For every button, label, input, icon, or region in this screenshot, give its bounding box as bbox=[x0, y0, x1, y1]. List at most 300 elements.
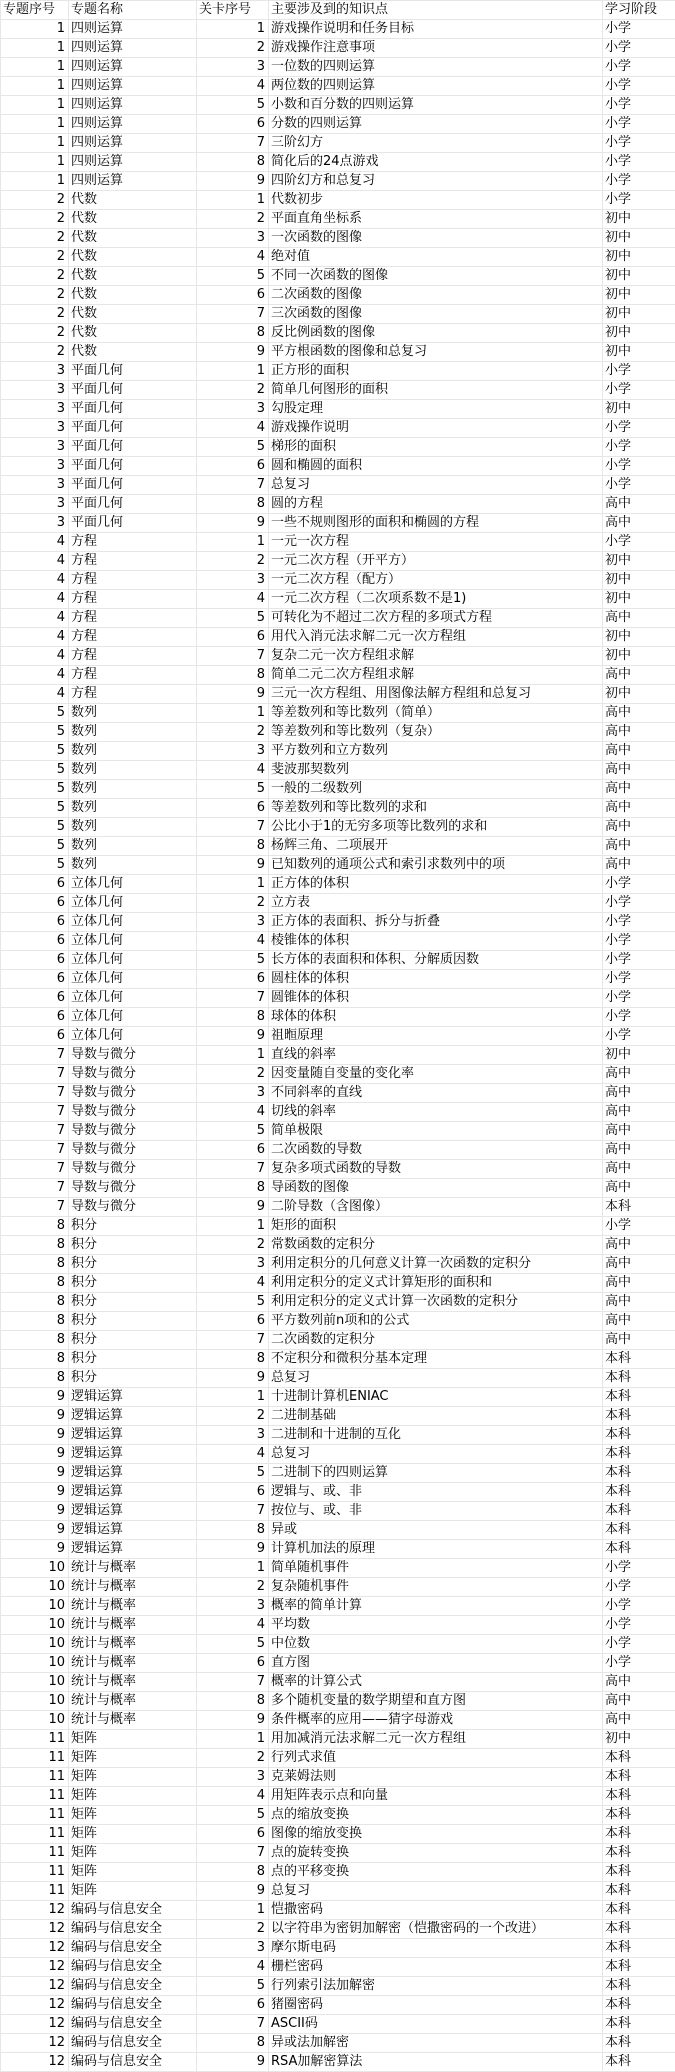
cell-topic-index[interactable]: 5 bbox=[1, 780, 69, 799]
cell-knowledge-point[interactable]: 立方表 bbox=[269, 894, 603, 913]
cell-level-index[interactable]: 5 bbox=[197, 1293, 269, 1312]
cell-knowledge-point[interactable]: RSA加解密算法 bbox=[269, 2053, 603, 2072]
cell-learning-stage[interactable]: 小学 bbox=[603, 1559, 675, 1578]
cell-learning-stage[interactable]: 高中 bbox=[603, 1065, 675, 1084]
cell-knowledge-point[interactable]: 杨辉三角、二项展开 bbox=[269, 837, 603, 856]
cell-topic-name[interactable]: 代数 bbox=[69, 267, 197, 286]
cell-knowledge-point[interactable]: 一元一次方程 bbox=[269, 533, 603, 552]
cell-learning-stage[interactable]: 高中 bbox=[603, 1122, 675, 1141]
cell-learning-stage[interactable]: 小学 bbox=[603, 1008, 675, 1027]
cell-topic-index[interactable]: 3 bbox=[1, 400, 69, 419]
cell-topic-name[interactable]: 统计与概率 bbox=[69, 1559, 197, 1578]
cell-knowledge-point[interactable]: 已知数列的通项公式和索引求数列中的项 bbox=[269, 856, 603, 875]
cell-knowledge-point[interactable]: 三次函数的图像 bbox=[269, 305, 603, 324]
cell-topic-index[interactable]: 1 bbox=[1, 39, 69, 58]
cell-knowledge-point[interactable]: 总复习 bbox=[269, 1369, 603, 1388]
cell-level-index[interactable]: 5 bbox=[197, 438, 269, 457]
cell-level-index[interactable]: 2 bbox=[197, 552, 269, 571]
cell-topic-name[interactable]: 编码与信息安全 bbox=[69, 1958, 197, 1977]
cell-learning-stage[interactable]: 小学 bbox=[603, 1616, 675, 1635]
cell-topic-index[interactable]: 6 bbox=[1, 1008, 69, 1027]
cell-topic-name[interactable]: 数列 bbox=[69, 837, 197, 856]
cell-level-index[interactable]: 9 bbox=[197, 2053, 269, 2072]
cell-knowledge-point[interactable]: 反比例函数的图像 bbox=[269, 324, 603, 343]
cell-topic-index[interactable]: 10 bbox=[1, 1578, 69, 1597]
cell-learning-stage[interactable]: 本科 bbox=[603, 1749, 675, 1768]
cell-learning-stage[interactable]: 初中 bbox=[603, 628, 675, 647]
cell-level-index[interactable]: 4 bbox=[197, 77, 269, 96]
cell-level-index[interactable]: 8 bbox=[197, 153, 269, 172]
cell-knowledge-point[interactable]: 圆柱体的体积 bbox=[269, 970, 603, 989]
cell-topic-name[interactable]: 代数 bbox=[69, 229, 197, 248]
cell-topic-index[interactable]: 8 bbox=[1, 1217, 69, 1236]
cell-topic-name[interactable]: 代数 bbox=[69, 210, 197, 229]
cell-topic-index[interactable]: 6 bbox=[1, 951, 69, 970]
cell-topic-index[interactable]: 5 bbox=[1, 704, 69, 723]
cell-level-index[interactable]: 1 bbox=[197, 875, 269, 894]
cell-topic-name[interactable]: 立体几何 bbox=[69, 1027, 197, 1046]
cell-level-index[interactable]: 7 bbox=[197, 1844, 269, 1863]
cell-knowledge-point[interactable]: 一位数的四则运算 bbox=[269, 58, 603, 77]
cell-knowledge-point[interactable]: 总复习 bbox=[269, 1882, 603, 1901]
cell-learning-stage[interactable]: 高中 bbox=[603, 1236, 675, 1255]
cell-learning-stage[interactable]: 高中 bbox=[603, 837, 675, 856]
cell-topic-index[interactable]: 7 bbox=[1, 1160, 69, 1179]
cell-knowledge-point[interactable]: 二次函数的定积分 bbox=[269, 1331, 603, 1350]
cell-knowledge-point[interactable]: 四阶幻方和总复习 bbox=[269, 172, 603, 191]
cell-knowledge-point[interactable]: 平均数 bbox=[269, 1616, 603, 1635]
cell-knowledge-point[interactable]: 二进制下的四则运算 bbox=[269, 1464, 603, 1483]
cell-topic-index[interactable]: 3 bbox=[1, 438, 69, 457]
cell-knowledge-point[interactable]: 简单二元二次方程组求解 bbox=[269, 666, 603, 685]
cell-level-index[interactable]: 9 bbox=[197, 856, 269, 875]
cell-topic-index[interactable]: 2 bbox=[1, 305, 69, 324]
cell-topic-index[interactable]: 12 bbox=[1, 1901, 69, 1920]
cell-knowledge-point[interactable]: 一元二次方程（配方） bbox=[269, 571, 603, 590]
cell-topic-index[interactable]: 3 bbox=[1, 495, 69, 514]
cell-knowledge-point[interactable]: 平面直角坐标系 bbox=[269, 210, 603, 229]
cell-knowledge-point[interactable]: 正方体的表面积、拆分与折叠 bbox=[269, 913, 603, 932]
cell-topic-index[interactable]: 9 bbox=[1, 1540, 69, 1559]
cell-learning-stage[interactable]: 高中 bbox=[603, 514, 675, 533]
cell-learning-stage[interactable]: 高中 bbox=[603, 1141, 675, 1160]
cell-topic-name[interactable]: 统计与概率 bbox=[69, 1673, 197, 1692]
cell-level-index[interactable]: 3 bbox=[197, 1768, 269, 1787]
cell-learning-stage[interactable]: 高中 bbox=[603, 1160, 675, 1179]
cell-level-index[interactable]: 4 bbox=[197, 590, 269, 609]
cell-knowledge-point[interactable]: 直线的斜率 bbox=[269, 1046, 603, 1065]
cell-level-index[interactable]: 6 bbox=[197, 1996, 269, 2015]
cell-topic-name[interactable]: 代数 bbox=[69, 324, 197, 343]
cell-level-index[interactable]: 5 bbox=[197, 1122, 269, 1141]
cell-topic-name[interactable]: 积分 bbox=[69, 1369, 197, 1388]
cell-topic-index[interactable]: 10 bbox=[1, 1597, 69, 1616]
cell-topic-name[interactable]: 方程 bbox=[69, 685, 197, 704]
cell-topic-name[interactable]: 统计与概率 bbox=[69, 1654, 197, 1673]
cell-topic-index[interactable]: 2 bbox=[1, 248, 69, 267]
cell-learning-stage[interactable]: 高中 bbox=[603, 1179, 675, 1198]
cell-level-index[interactable]: 6 bbox=[197, 799, 269, 818]
cell-learning-stage[interactable]: 本科 bbox=[603, 1350, 675, 1369]
cell-level-index[interactable]: 7 bbox=[197, 305, 269, 324]
cell-topic-index[interactable]: 4 bbox=[1, 666, 69, 685]
cell-learning-stage[interactable]: 高中 bbox=[603, 1331, 675, 1350]
cell-topic-name[interactable]: 矩阵 bbox=[69, 1806, 197, 1825]
cell-learning-stage[interactable]: 高中 bbox=[603, 1293, 675, 1312]
cell-level-index[interactable]: 9 bbox=[197, 1540, 269, 1559]
cell-knowledge-point[interactable]: 简化后的24点游戏 bbox=[269, 153, 603, 172]
cell-knowledge-point[interactable]: 一元二次方程（二次项系数不是1) bbox=[269, 590, 603, 609]
cell-learning-stage[interactable]: 小学 bbox=[603, 1578, 675, 1597]
cell-topic-index[interactable]: 6 bbox=[1, 1027, 69, 1046]
cell-topic-index[interactable]: 12 bbox=[1, 2034, 69, 2053]
cell-level-index[interactable]: 5 bbox=[197, 1806, 269, 1825]
cell-topic-index[interactable]: 11 bbox=[1, 1806, 69, 1825]
cell-learning-stage[interactable]: 高中 bbox=[603, 1711, 675, 1730]
cell-level-index[interactable]: 1 bbox=[197, 20, 269, 39]
cell-topic-name[interactable]: 逻辑运算 bbox=[69, 1407, 197, 1426]
cell-topic-index[interactable]: 12 bbox=[1, 1920, 69, 1939]
cell-learning-stage[interactable]: 小学 bbox=[603, 77, 675, 96]
cell-learning-stage[interactable]: 高中 bbox=[603, 1673, 675, 1692]
cell-learning-stage[interactable]: 本科 bbox=[603, 2034, 675, 2053]
cell-learning-stage[interactable]: 本科 bbox=[603, 1958, 675, 1977]
cell-topic-name[interactable]: 代数 bbox=[69, 191, 197, 210]
cell-topic-name[interactable]: 方程 bbox=[69, 533, 197, 552]
cell-topic-index[interactable]: 11 bbox=[1, 1768, 69, 1787]
cell-topic-index[interactable]: 11 bbox=[1, 1844, 69, 1863]
cell-learning-stage[interactable]: 小学 bbox=[603, 115, 675, 134]
cell-learning-stage[interactable]: 本科 bbox=[603, 1198, 675, 1217]
cell-learning-stage[interactable]: 本科 bbox=[603, 1483, 675, 1502]
cell-topic-name[interactable]: 代数 bbox=[69, 248, 197, 267]
cell-level-index[interactable]: 2 bbox=[197, 381, 269, 400]
header-topic-name[interactable]: 专题名称 bbox=[69, 1, 197, 20]
cell-knowledge-point[interactable]: 异或 bbox=[269, 1521, 603, 1540]
cell-knowledge-point[interactable]: 简单几何图形的面积 bbox=[269, 381, 603, 400]
cell-level-index[interactable]: 1 bbox=[197, 704, 269, 723]
cell-level-index[interactable]: 1 bbox=[197, 533, 269, 552]
cell-knowledge-point[interactable]: 利用定积分的几何意义计算一次函数的定积分 bbox=[269, 1255, 603, 1274]
cell-topic-name[interactable]: 数列 bbox=[69, 799, 197, 818]
cell-level-index[interactable]: 3 bbox=[197, 1939, 269, 1958]
cell-topic-index[interactable]: 7 bbox=[1, 1084, 69, 1103]
cell-knowledge-point[interactable]: 利用定积分的定义式计算矩形的面积和 bbox=[269, 1274, 603, 1293]
cell-topic-name[interactable]: 矩阵 bbox=[69, 1749, 197, 1768]
cell-topic-name[interactable]: 平面几何 bbox=[69, 400, 197, 419]
cell-topic-name[interactable]: 数列 bbox=[69, 723, 197, 742]
cell-learning-stage[interactable]: 高中 bbox=[603, 1692, 675, 1711]
cell-learning-stage[interactable]: 初中 bbox=[603, 647, 675, 666]
cell-topic-name[interactable]: 四则运算 bbox=[69, 115, 197, 134]
cell-knowledge-point[interactable]: 勾股定理 bbox=[269, 400, 603, 419]
cell-level-index[interactable]: 2 bbox=[197, 1236, 269, 1255]
cell-topic-index[interactable]: 1 bbox=[1, 115, 69, 134]
cell-level-index[interactable]: 8 bbox=[197, 1179, 269, 1198]
cell-knowledge-point[interactable]: 一般的二级数列 bbox=[269, 780, 603, 799]
cell-learning-stage[interactable]: 初中 bbox=[603, 324, 675, 343]
cell-topic-index[interactable]: 8 bbox=[1, 1274, 69, 1293]
cell-topic-name[interactable]: 平面几何 bbox=[69, 362, 197, 381]
cell-knowledge-point[interactable]: 祖暅原理 bbox=[269, 1027, 603, 1046]
cell-knowledge-point[interactable]: 因变量随自变量的变化率 bbox=[269, 1065, 603, 1084]
cell-level-index[interactable]: 4 bbox=[197, 1103, 269, 1122]
cell-topic-name[interactable]: 数列 bbox=[69, 742, 197, 761]
cell-learning-stage[interactable]: 小学 bbox=[603, 1027, 675, 1046]
cell-learning-stage[interactable]: 高中 bbox=[603, 818, 675, 837]
cell-topic-name[interactable]: 编码与信息安全 bbox=[69, 1939, 197, 1958]
cell-knowledge-point[interactable]: 不同一次函数的图像 bbox=[269, 267, 603, 286]
cell-topic-index[interactable]: 7 bbox=[1, 1046, 69, 1065]
cell-knowledge-point[interactable]: 二进制基础 bbox=[269, 1407, 603, 1426]
cell-learning-stage[interactable]: 小学 bbox=[603, 172, 675, 191]
cell-level-index[interactable]: 6 bbox=[197, 628, 269, 647]
cell-learning-stage[interactable]: 小学 bbox=[603, 533, 675, 552]
cell-topic-name[interactable]: 数列 bbox=[69, 818, 197, 837]
cell-topic-name[interactable]: 方程 bbox=[69, 647, 197, 666]
cell-level-index[interactable]: 7 bbox=[197, 476, 269, 495]
cell-knowledge-point[interactable]: 平方数列和立方数列 bbox=[269, 742, 603, 761]
cell-topic-name[interactable]: 立体几何 bbox=[69, 932, 197, 951]
cell-knowledge-point[interactable]: 一次函数的图像 bbox=[269, 229, 603, 248]
cell-topic-name[interactable]: 四则运算 bbox=[69, 77, 197, 96]
cell-knowledge-point[interactable]: 简单极限 bbox=[269, 1122, 603, 1141]
cell-topic-index[interactable]: 5 bbox=[1, 856, 69, 875]
cell-topic-name[interactable]: 统计与概率 bbox=[69, 1597, 197, 1616]
cell-topic-index[interactable]: 10 bbox=[1, 1616, 69, 1635]
cell-topic-index[interactable]: 7 bbox=[1, 1103, 69, 1122]
cell-level-index[interactable]: 1 bbox=[197, 1217, 269, 1236]
cell-topic-index[interactable]: 12 bbox=[1, 1958, 69, 1977]
cell-knowledge-point[interactable]: 绝对值 bbox=[269, 248, 603, 267]
cell-knowledge-point[interactable]: 逻辑与、或、非 bbox=[269, 1483, 603, 1502]
cell-learning-stage[interactable]: 高中 bbox=[603, 666, 675, 685]
cell-knowledge-point[interactable]: 代数初步 bbox=[269, 191, 603, 210]
cell-learning-stage[interactable]: 本科 bbox=[603, 1844, 675, 1863]
cell-topic-index[interactable]: 12 bbox=[1, 2053, 69, 2072]
cell-level-index[interactable]: 6 bbox=[197, 1483, 269, 1502]
cell-topic-name[interactable]: 平面几何 bbox=[69, 514, 197, 533]
cell-topic-index[interactable]: 6 bbox=[1, 970, 69, 989]
cell-topic-name[interactable]: 数列 bbox=[69, 704, 197, 723]
cell-level-index[interactable]: 9 bbox=[197, 172, 269, 191]
cell-learning-stage[interactable]: 本科 bbox=[603, 1369, 675, 1388]
cell-topic-name[interactable]: 统计与概率 bbox=[69, 1635, 197, 1654]
header-learning-stage[interactable]: 学习阶段 bbox=[603, 1, 675, 20]
cell-topic-name[interactable]: 导数与微分 bbox=[69, 1046, 197, 1065]
cell-topic-name[interactable]: 统计与概率 bbox=[69, 1692, 197, 1711]
cell-level-index[interactable]: 3 bbox=[197, 1255, 269, 1274]
cell-knowledge-point[interactable]: 切线的斜率 bbox=[269, 1103, 603, 1122]
cell-knowledge-point[interactable]: 二次函数的导数 bbox=[269, 1141, 603, 1160]
cell-learning-stage[interactable]: 本科 bbox=[603, 1521, 675, 1540]
cell-knowledge-point[interactable]: 复杂二元一次方程组求解 bbox=[269, 647, 603, 666]
cell-topic-name[interactable]: 导数与微分 bbox=[69, 1122, 197, 1141]
cell-topic-name[interactable]: 代数 bbox=[69, 286, 197, 305]
cell-topic-name[interactable]: 积分 bbox=[69, 1236, 197, 1255]
cell-knowledge-point[interactable]: 简单随机事件 bbox=[269, 1559, 603, 1578]
cell-topic-index[interactable]: 7 bbox=[1, 1198, 69, 1217]
cell-topic-index[interactable]: 8 bbox=[1, 1312, 69, 1331]
cell-topic-index[interactable]: 5 bbox=[1, 837, 69, 856]
cell-knowledge-point[interactable]: 利用定积分的定义式计算一次函数的定积分 bbox=[269, 1293, 603, 1312]
cell-level-index[interactable]: 7 bbox=[197, 989, 269, 1008]
cell-learning-stage[interactable]: 高中 bbox=[603, 609, 675, 628]
cell-topic-name[interactable]: 方程 bbox=[69, 609, 197, 628]
cell-learning-stage[interactable]: 初中 bbox=[603, 305, 675, 324]
cell-topic-index[interactable]: 4 bbox=[1, 609, 69, 628]
cell-level-index[interactable]: 9 bbox=[197, 1711, 269, 1730]
cell-learning-stage[interactable]: 本科 bbox=[603, 1863, 675, 1882]
cell-level-index[interactable]: 4 bbox=[197, 1274, 269, 1293]
cell-topic-name[interactable]: 立体几何 bbox=[69, 875, 197, 894]
cell-topic-name[interactable]: 逻辑运算 bbox=[69, 1521, 197, 1540]
cell-knowledge-point[interactable]: 二进制和十进制的互化 bbox=[269, 1426, 603, 1445]
cell-topic-index[interactable]: 7 bbox=[1, 1179, 69, 1198]
cell-knowledge-point[interactable]: 圆锥体的体积 bbox=[269, 989, 603, 1008]
cell-knowledge-point[interactable]: 直方图 bbox=[269, 1654, 603, 1673]
cell-topic-name[interactable]: 逻辑运算 bbox=[69, 1464, 197, 1483]
cell-learning-stage[interactable]: 小学 bbox=[603, 191, 675, 210]
cell-level-index[interactable]: 1 bbox=[197, 1388, 269, 1407]
cell-level-index[interactable]: 2 bbox=[197, 1065, 269, 1084]
cell-learning-stage[interactable]: 小学 bbox=[603, 989, 675, 1008]
cell-topic-index[interactable]: 3 bbox=[1, 381, 69, 400]
cell-level-index[interactable]: 2 bbox=[197, 210, 269, 229]
cell-learning-stage[interactable]: 高中 bbox=[603, 742, 675, 761]
cell-learning-stage[interactable]: 高中 bbox=[603, 1274, 675, 1293]
cell-topic-index[interactable]: 1 bbox=[1, 58, 69, 77]
cell-topic-name[interactable]: 立体几何 bbox=[69, 970, 197, 989]
cell-level-index[interactable]: 1 bbox=[197, 1901, 269, 1920]
cell-topic-name[interactable]: 立体几何 bbox=[69, 951, 197, 970]
cell-knowledge-point[interactable]: 不同斜率的直线 bbox=[269, 1084, 603, 1103]
cell-topic-index[interactable]: 3 bbox=[1, 362, 69, 381]
cell-topic-name[interactable]: 数列 bbox=[69, 856, 197, 875]
cell-level-index[interactable]: 4 bbox=[197, 248, 269, 267]
cell-topic-index[interactable]: 4 bbox=[1, 647, 69, 666]
cell-level-index[interactable]: 3 bbox=[197, 571, 269, 590]
cell-level-index[interactable]: 8 bbox=[197, 2034, 269, 2053]
cell-topic-name[interactable]: 立体几何 bbox=[69, 989, 197, 1008]
cell-topic-index[interactable]: 1 bbox=[1, 153, 69, 172]
cell-level-index[interactable]: 6 bbox=[197, 970, 269, 989]
cell-learning-stage[interactable]: 初中 bbox=[603, 267, 675, 286]
cell-topic-index[interactable]: 3 bbox=[1, 419, 69, 438]
cell-topic-name[interactable]: 逻辑运算 bbox=[69, 1388, 197, 1407]
cell-knowledge-point[interactable]: 行列索引法加解密 bbox=[269, 1977, 603, 1996]
cell-topic-name[interactable]: 导数与微分 bbox=[69, 1084, 197, 1103]
cell-topic-name[interactable]: 编码与信息安全 bbox=[69, 1920, 197, 1939]
cell-level-index[interactable]: 8 bbox=[197, 1521, 269, 1540]
cell-topic-name[interactable]: 矩阵 bbox=[69, 1825, 197, 1844]
cell-topic-index[interactable]: 1 bbox=[1, 134, 69, 153]
cell-topic-index[interactable]: 12 bbox=[1, 1996, 69, 2015]
cell-topic-index[interactable]: 10 bbox=[1, 1673, 69, 1692]
cell-topic-name[interactable]: 导数与微分 bbox=[69, 1103, 197, 1122]
cell-topic-index[interactable]: 12 bbox=[1, 1977, 69, 1996]
cell-level-index[interactable]: 8 bbox=[197, 495, 269, 514]
cell-learning-stage[interactable]: 本科 bbox=[603, 2015, 675, 2034]
cell-topic-name[interactable]: 积分 bbox=[69, 1331, 197, 1350]
cell-topic-index[interactable]: 7 bbox=[1, 1122, 69, 1141]
cell-learning-stage[interactable]: 小学 bbox=[603, 438, 675, 457]
cell-level-index[interactable]: 8 bbox=[197, 1008, 269, 1027]
cell-level-index[interactable]: 5 bbox=[197, 780, 269, 799]
cell-topic-index[interactable]: 8 bbox=[1, 1255, 69, 1274]
cell-topic-name[interactable]: 立体几何 bbox=[69, 913, 197, 932]
cell-knowledge-point[interactable]: 用加减消元法求解二元一次方程组 bbox=[269, 1730, 603, 1749]
cell-topic-index[interactable]: 2 bbox=[1, 267, 69, 286]
cell-topic-name[interactable]: 逻辑运算 bbox=[69, 1540, 197, 1559]
cell-level-index[interactable]: 5 bbox=[197, 1464, 269, 1483]
cell-topic-name[interactable]: 编码与信息安全 bbox=[69, 2034, 197, 2053]
cell-learning-stage[interactable]: 小学 bbox=[603, 1654, 675, 1673]
cell-knowledge-point[interactable]: 总复习 bbox=[269, 1445, 603, 1464]
cell-level-index[interactable]: 2 bbox=[197, 723, 269, 742]
cell-topic-index[interactable]: 7 bbox=[1, 1065, 69, 1084]
cell-topic-index[interactable]: 9 bbox=[1, 1388, 69, 1407]
cell-learning-stage[interactable]: 初中 bbox=[603, 286, 675, 305]
cell-learning-stage[interactable]: 小学 bbox=[603, 96, 675, 115]
cell-knowledge-point[interactable]: 复杂多项式函数的导数 bbox=[269, 1160, 603, 1179]
cell-topic-index[interactable]: 8 bbox=[1, 1350, 69, 1369]
cell-level-index[interactable]: 8 bbox=[197, 666, 269, 685]
cell-learning-stage[interactable]: 初中 bbox=[603, 1730, 675, 1749]
cell-topic-index[interactable]: 9 bbox=[1, 1426, 69, 1445]
cell-topic-index[interactable]: 6 bbox=[1, 913, 69, 932]
cell-learning-stage[interactable]: 初中 bbox=[603, 1046, 675, 1065]
cell-level-index[interactable]: 4 bbox=[197, 419, 269, 438]
cell-level-index[interactable]: 1 bbox=[197, 1730, 269, 1749]
cell-knowledge-point[interactable]: 一些不规则图形的面积和椭圆的方程 bbox=[269, 514, 603, 533]
cell-level-index[interactable]: 9 bbox=[197, 343, 269, 362]
cell-level-index[interactable]: 8 bbox=[197, 1863, 269, 1882]
cell-topic-name[interactable]: 积分 bbox=[69, 1217, 197, 1236]
cell-topic-name[interactable]: 代数 bbox=[69, 305, 197, 324]
cell-knowledge-point[interactable]: 常数函数的定积分 bbox=[269, 1236, 603, 1255]
cell-level-index[interactable]: 7 bbox=[197, 2015, 269, 2034]
cell-level-index[interactable]: 7 bbox=[197, 1160, 269, 1179]
cell-level-index[interactable]: 7 bbox=[197, 818, 269, 837]
cell-learning-stage[interactable]: 本科 bbox=[603, 1882, 675, 1901]
cell-knowledge-point[interactable]: 一元二次方程（开平方） bbox=[269, 552, 603, 571]
cell-knowledge-point[interactable]: 正方体的体积 bbox=[269, 875, 603, 894]
cell-knowledge-point[interactable]: 小数和百分数的四则运算 bbox=[269, 96, 603, 115]
cell-level-index[interactable]: 4 bbox=[197, 1958, 269, 1977]
cell-topic-name[interactable]: 矩阵 bbox=[69, 1768, 197, 1787]
cell-knowledge-point[interactable]: 计算机加法的原理 bbox=[269, 1540, 603, 1559]
cell-topic-name[interactable]: 方程 bbox=[69, 552, 197, 571]
cell-learning-stage[interactable]: 初中 bbox=[603, 571, 675, 590]
header-topic-index[interactable]: 专题序号 bbox=[1, 1, 69, 20]
cell-level-index[interactable]: 7 bbox=[197, 647, 269, 666]
cell-topic-index[interactable]: 4 bbox=[1, 552, 69, 571]
cell-learning-stage[interactable]: 小学 bbox=[603, 894, 675, 913]
cell-topic-index[interactable]: 9 bbox=[1, 1464, 69, 1483]
cell-learning-stage[interactable]: 初中 bbox=[603, 210, 675, 229]
cell-topic-index[interactable]: 11 bbox=[1, 1882, 69, 1901]
cell-learning-stage[interactable]: 本科 bbox=[603, 1920, 675, 1939]
cell-learning-stage[interactable]: 小学 bbox=[603, 39, 675, 58]
cell-topic-index[interactable]: 1 bbox=[1, 20, 69, 39]
cell-topic-index[interactable]: 4 bbox=[1, 571, 69, 590]
cell-level-index[interactable]: 2 bbox=[197, 1920, 269, 1939]
cell-level-index[interactable]: 5 bbox=[197, 609, 269, 628]
cell-topic-index[interactable]: 6 bbox=[1, 989, 69, 1008]
cell-knowledge-point[interactable]: 平方数列前n项和的公式 bbox=[269, 1312, 603, 1331]
cell-knowledge-point[interactable]: 圆和椭圆的面积 bbox=[269, 457, 603, 476]
